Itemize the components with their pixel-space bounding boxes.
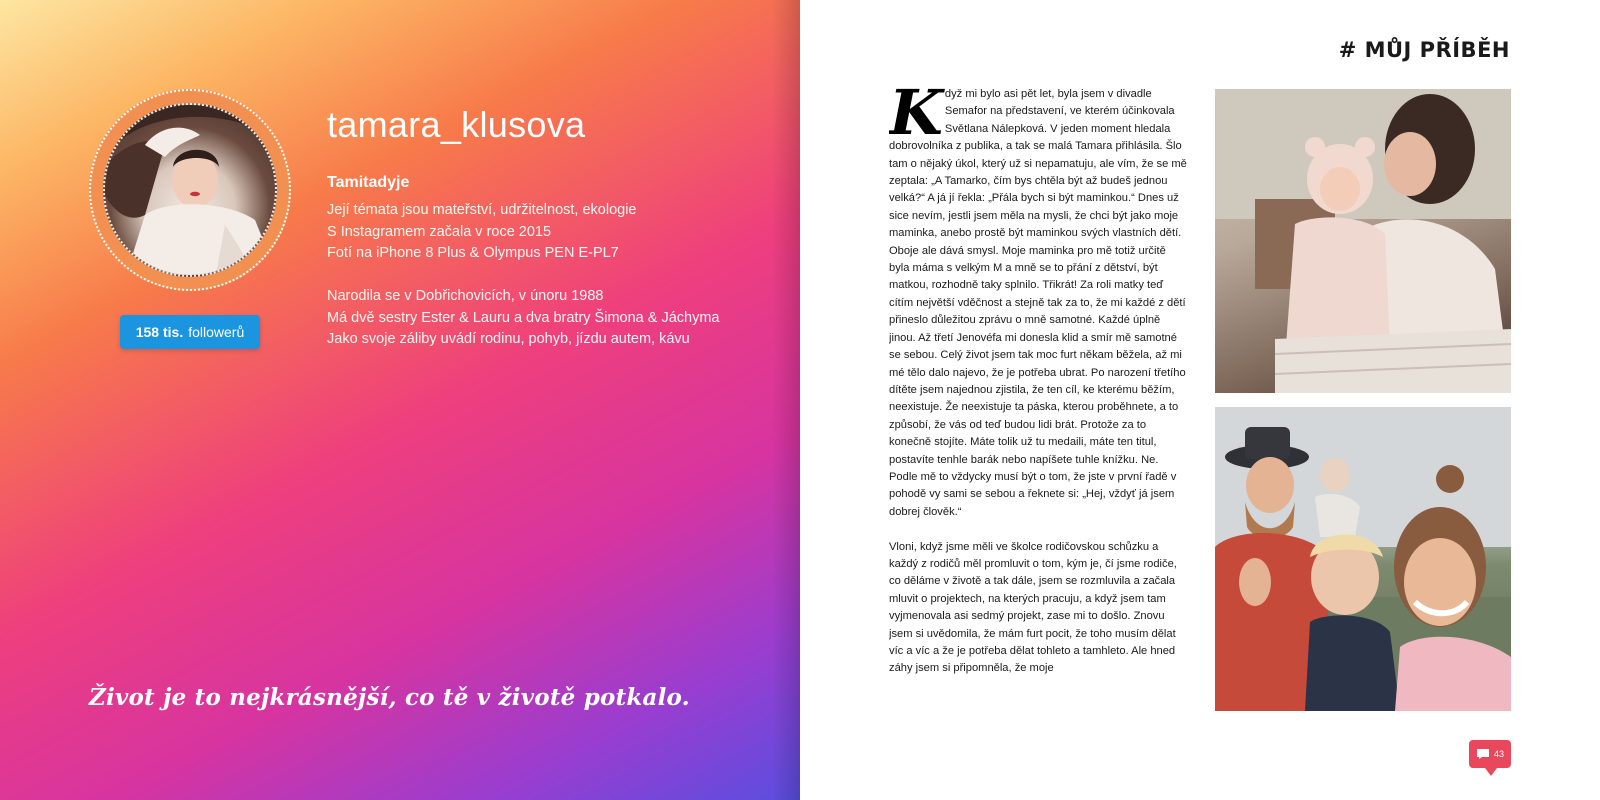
story-page (800, 0, 1600, 800)
bio-list-personal (327, 286, 719, 351)
bio-line: Jako svoje záliby uvádí rodinu, pohyb, jízdu autem, kávu (327, 331, 690, 347)
bio-line: Její témata jsou mateřství, udržitelnost, ekologie (327, 202, 637, 218)
bio-list (327, 200, 636, 265)
avatar[interactable] (103, 103, 277, 277)
photo-family[interactable] (1215, 407, 1511, 711)
page-number: 43 (1493, 749, 1504, 759)
followers-badge[interactable] (120, 315, 260, 349)
followers-label: followerů (188, 324, 245, 340)
story-paragraph: Vloni, když jsme měli ve školce rodičovskou schůzku a každý z rodičů měl promluvit o tom, kým je, čí jsme rodiče, co děláme v životě a tak dále, jsem se rozmluvila a začala mluvit o projektech, na kterých pracuju, a když jsem tam vyjmenovala asi sedmý projekt, zase mi to došlo. Znovu jsem si uvědomila, že mám furt pocit, že toho musím dělat víc a víc a že je potřeba dělat tohleto a tamhleto. Ale hned záhy jsem si připomněla, že moje (889, 540, 1177, 675)
bio-line: Fotí na iPhone 8 Plus & Olympus PEN E-PL7 (327, 245, 619, 261)
profile-username: tamara_klusova (327, 104, 586, 145)
section-title: # MŮJ PŘÍBĚH (1338, 38, 1510, 62)
bio-line: Narodila se v Dobřichovicích, v únoru 1988 (327, 288, 604, 304)
profile-quote: Život je to nejkrásnější, co tě v životě potkalo. (89, 684, 690, 711)
paragraph-text: dyž mi bylo asi pět let, byla jsem v divadle Semafor na představení, ve kterém účinkovala Světlana Nálepková. V jeden moment hledala dobrovolníka z publika, a tak se malá Tamara přihlásila. Šlo tam o nějaký úkol, který už si nepamatuju, ale vím, že se mě zeptala: „A Tamarko, čím bys chtěla být až budeš jednou velká?“ A já jí řekla: „Přála bych si být maminkou.“ Dnes už sice nevím, jestli jsem měla na mysli, že chci být jako moje maminka, anebo prostě být maminkou svých vlastních dětí. Oboje ale dává smysl. Moje maminka pro mě totiž určitě byla máma s velkým M a mně se to přání z dětství, být matkou, rozhodně taky splnilo. Třikrát! Za roli matky teď cítím největší vděčnost a stejně tak za to, že mi každé z dětí přineslo důležitou zprávu o mně samotné. Každé úplně jinou. Až třetí Jenovéfa mi donesla klid a smír mě samotné se sebou. Celý život jsem tak moc furt někam běžela, až mi mé tělo dalo najevo, že je potřeba ubrat. Po narození třetího dítěte jsem najednou zjistila, že ten cíl, ke kterému běžím, neexistuje. Že neexistuje ta páska, kterou proběhnete, a to způsobí, že vás od teď budou lidi brát. Protože za to konečně stojíte. Máte tolik už tu medaili, máte ten titul, postavíte tenhle barák nebo napíšete tuhle knížku. Ne. Podle mě to vždycky musí být o tom, že jste v první řadě v pohodě vy sami se sebou a řeknete si: „Hej, vždyť já jsem dobrej člověk.“ (889, 88, 1187, 518)
page-number-badge (1469, 740, 1511, 768)
comment-icon (1476, 748, 1490, 760)
bio-line: S Instagramem začala v roce 2015 (327, 223, 552, 240)
photo-mother-child-illustration (1215, 89, 1511, 393)
avatar-frame (89, 89, 291, 291)
followers-count: 158 tis. (135, 324, 184, 340)
profile-name: Tamitadyje (327, 174, 410, 191)
drop-cap: K (889, 86, 943, 149)
photo-family-illustration (1215, 407, 1511, 711)
story-article (889, 86, 1189, 716)
bio-line: Má dvě sestry Ester & Lauru a dva bratry Šimona & Jáchyma (327, 309, 720, 326)
photo-mother-child[interactable] (1215, 89, 1511, 393)
avatar-photo-illustration (105, 105, 277, 277)
story-paragraph (889, 86, 1189, 521)
